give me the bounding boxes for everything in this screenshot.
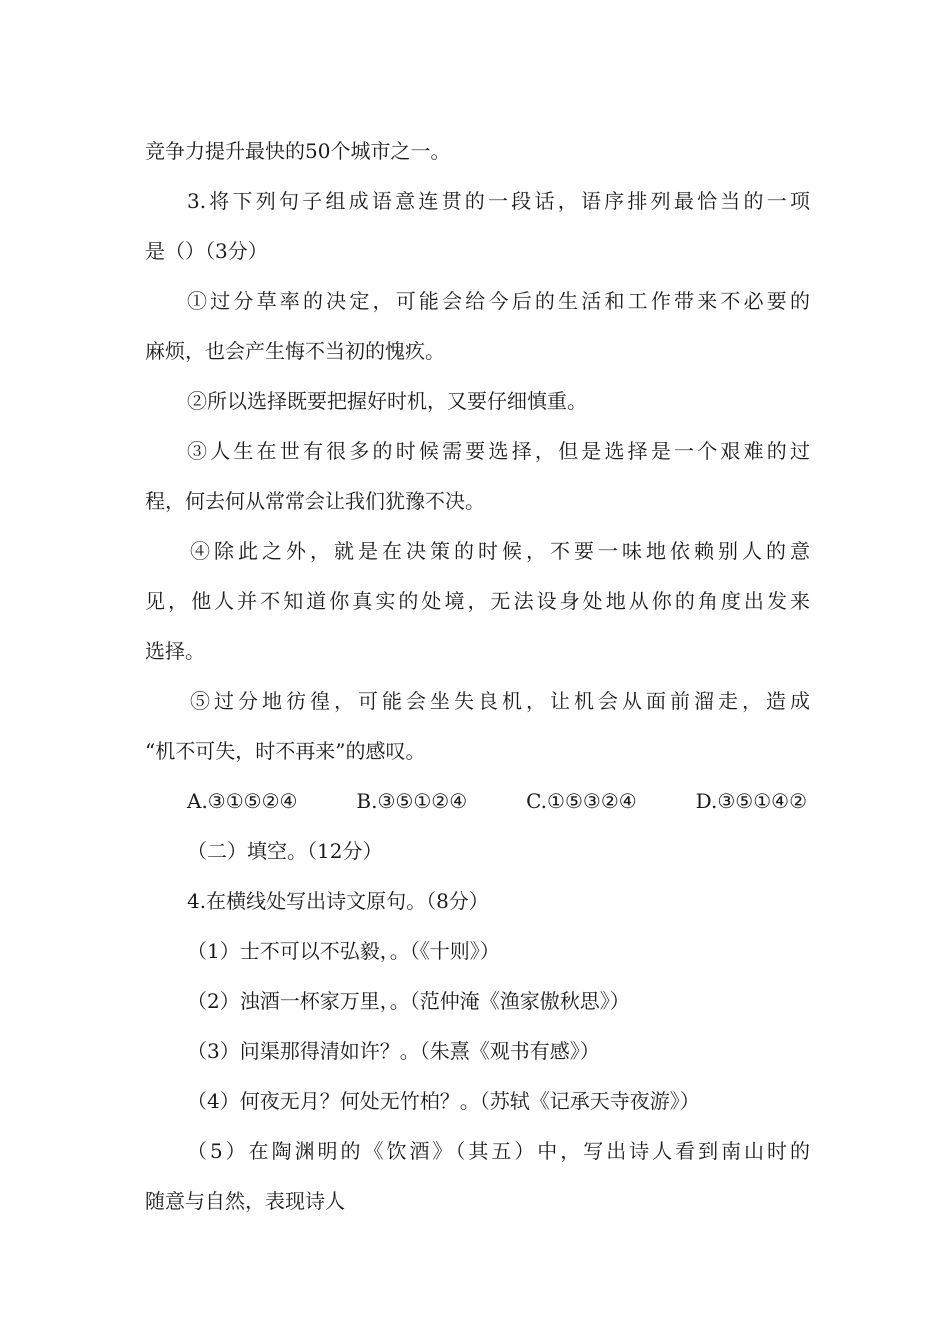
section-heading: （二）填空。（12分） (187, 839, 383, 863)
text-line: 竞争力提升最快的50个城市之一。 (145, 139, 451, 163)
sentence-1-cont: 麻烦，也会产生悔不当初的愧疚。 (145, 339, 445, 363)
question-3-stem-cont: 是（）（3分） (145, 239, 268, 263)
sentence-1: ①过分草率的决定，可能会给今后的生活和工作带来不必要的 (187, 289, 810, 313)
sentence-5: ⑤过分地彷徨，可能会坐失良机，让机会从面前溜走，造成 (190, 689, 810, 713)
blank-item-1: （1）士不可以不弘毅，。（《十则》） (187, 939, 500, 963)
sentence-5-cont: “机不可失，时不再来”的感叹。 (145, 739, 426, 763)
sentence-4: ④除此之外，就是在决策的时候，不要一味地依赖别人的意 (190, 539, 810, 563)
sentence-3: ③人生在世有很多的时候需要选择，但是选择是一个艰难的过 (187, 439, 810, 463)
option-c: C.①⑤③②④ (526, 789, 637, 813)
sentence-3-cont: 程，何去何从常常会让我们犹豫不决。 (145, 489, 485, 513)
blank-item-3: （3）问渠那得清如许？。（朱熹《观书有感》） (187, 1039, 600, 1063)
question-3-stem: 3.将下列句子组成语意连贯的一段话，语序排列最恰当的一项 (187, 189, 810, 213)
blank-item-5: （5）在陶渊明的《饮酒》（其五）中，写出诗人看到南山时的 (187, 1139, 810, 1163)
blank-item-4: （4）何夜无月？何处无竹柏？。（苏轼《记承天寺夜游》） (187, 1089, 700, 1113)
sentence-4-end: 选择。 (145, 639, 205, 663)
option-a: A.③①⑤②④ (187, 789, 298, 813)
option-d: D.③⑤①④② (695, 789, 807, 813)
answer-options (187, 787, 807, 815)
blank-item-2: （2）浊酒一杯家万里，。（范仲淹《渔家傲秋思》） (187, 989, 630, 1013)
option-b: B.③⑤①②④ (356, 789, 468, 813)
blank-item-5-cont: 随意与自然，表现诗人 (145, 1189, 345, 1213)
question-4-stem: 4.在横线处写出诗文原句。（8分） (187, 889, 489, 913)
sentence-2: ②所以选择既要把握好时机，又要仔细慎重。 (187, 389, 587, 413)
sentence-4-cont: 见，他人并不知道你真实的处境，无法设身处地从你的角度出发来 (145, 589, 810, 613)
